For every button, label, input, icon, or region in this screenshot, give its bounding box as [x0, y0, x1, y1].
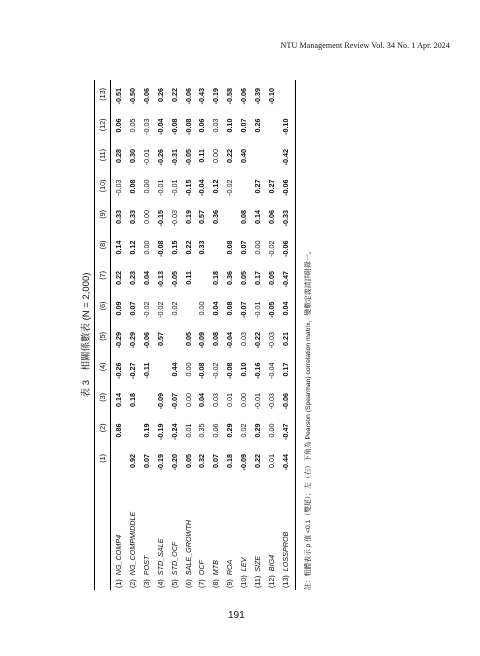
table-cell: -0.02: [266, 240, 276, 257]
table-cell: 0.10: [225, 118, 235, 133]
table-cell: 0.27: [266, 179, 276, 194]
table-cell: -0.29: [114, 332, 123, 349]
table-cell: 0.36: [225, 271, 235, 285]
table-cell: 0.19: [141, 423, 151, 438]
journal-volume: Vol. 34 No. 1 Apr. 2024: [371, 41, 450, 50]
table-cell: 0.00: [183, 362, 193, 377]
table-cell: -0.19: [211, 88, 221, 105]
row-number: (1): [114, 575, 123, 588]
table-cell: -0.06: [280, 393, 290, 410]
table-cell: 0.03: [211, 393, 221, 407]
table-cell: 0.44: [169, 362, 179, 377]
table-cell: -0.03: [266, 393, 276, 410]
table-cell: -0.03: [169, 210, 179, 227]
table-cell: 0.40: [239, 149, 249, 163]
table-cell: 0.32: [197, 454, 207, 468]
table-cell: 0.01: [266, 454, 276, 468]
table-cell: 0.22: [183, 240, 193, 255]
table-cell: -0.11: [141, 362, 151, 379]
table-cell: -0.03: [114, 179, 123, 196]
column-header: (4): [98, 362, 107, 372]
table-cell: -0.04: [266, 362, 276, 379]
column-header: (1): [98, 454, 107, 463]
row-number: (4): [155, 575, 165, 588]
table-cell: -0.06: [141, 88, 151, 105]
table-note: 註：粗體表示 p 值 <0.1（雙尾）；左（右）下角為 Pearson (Spearman) correlation matrix，變數定義請詳附錄一。: [305, 247, 312, 590]
table-cell: 0.00: [266, 423, 276, 438]
table-cell: 0.07: [141, 454, 151, 468]
table-cell: -0.02: [141, 301, 151, 318]
table-cell: 0.07: [239, 118, 249, 133]
table-cell: 0.05: [127, 118, 137, 133]
table-cell: -0.44: [280, 454, 290, 471]
table-cell: -0.29: [127, 332, 137, 349]
column-header: (10): [98, 179, 107, 193]
variable-name: LEV: [239, 557, 249, 572]
row-number: (12): [266, 571, 276, 588]
variable-name: STD_SALE: [155, 538, 165, 576]
table-bottom-rule: [295, 80, 296, 590]
row-label: [267, 555, 276, 588]
table-cell: 0.11: [183, 271, 193, 285]
row-label: [197, 560, 206, 588]
table-cell: 0.04: [141, 271, 151, 285]
table-cell: -0.39: [253, 88, 262, 105]
table-cell: 0.17: [280, 362, 290, 377]
table-cell: -0.15: [183, 179, 193, 196]
variable-name: SALE_GROWTH: [183, 520, 193, 576]
column-header: (6): [98, 301, 107, 311]
table-cell: 0.26: [155, 88, 165, 102]
table-cell: 0.14: [114, 393, 123, 407]
table-cell: 0.05: [266, 271, 276, 285]
table-cell: 0.07: [239, 240, 249, 255]
column-header: (7): [98, 271, 107, 280]
table-cell: 0.00: [239, 393, 249, 407]
table-cell: -0.13: [155, 271, 165, 288]
table-cell: -0.01: [141, 149, 151, 166]
table-cell: 0.29: [225, 423, 235, 438]
table-cell: 0.33: [197, 240, 207, 255]
table-cell: -0.06: [239, 88, 249, 105]
table-cell: 0.23: [127, 271, 137, 285]
table-cell: -0.08: [197, 362, 207, 379]
table-cell: 0.27: [253, 179, 262, 194]
row-label: [156, 538, 165, 588]
table-cell: -0.06: [141, 332, 151, 349]
table-cell: -0.08: [155, 240, 165, 257]
row-label: [225, 560, 234, 588]
row-label: [142, 556, 151, 588]
table-cell: -0.58: [225, 88, 235, 105]
table-cell: 0.57: [197, 210, 207, 224]
variable-name: SIZE: [253, 555, 262, 572]
table-cell: -0.05: [266, 301, 276, 318]
column-header: (3): [98, 393, 107, 402]
correlation-table: [80, 80, 320, 590]
table-cell: -0.16: [253, 362, 262, 379]
row-label: [184, 520, 193, 588]
table-cell: -0.47: [280, 271, 290, 288]
table-cell: 0.36: [211, 210, 221, 224]
row-number: (9): [225, 575, 235, 588]
column-header: (9): [98, 210, 107, 219]
row-label: [239, 558, 248, 588]
table-cell: -0.10: [266, 88, 276, 105]
table-cell: 0.06: [211, 423, 221, 438]
table-cell: -0.01: [253, 393, 262, 410]
table-cell: 0.00: [141, 179, 151, 194]
table-cell: -0.27: [127, 362, 137, 379]
row-label: [253, 556, 262, 588]
table-caption: 表 3 相關係數表 (N = 2,000): [81, 272, 92, 398]
variable-name: STD_OCF: [169, 541, 179, 576]
table-cell: 0.14: [253, 210, 262, 224]
table-cell: -0.09: [239, 454, 249, 471]
table-cell: -0.01: [155, 179, 165, 196]
column-header: (12): [98, 118, 107, 132]
table-cell: 0.03: [211, 118, 221, 133]
table-cell: -0.01: [169, 179, 179, 196]
column-header: (11): [98, 149, 107, 162]
row-number: (2): [127, 575, 137, 588]
row-label: [211, 560, 220, 588]
table-cell: -0.04: [155, 118, 165, 135]
table-cell: -0.50: [127, 88, 137, 105]
row-number: (5): [169, 575, 179, 588]
table-cell: 0.30: [127, 149, 137, 163]
journal-name: NTU Management Review: [280, 41, 370, 50]
row-number: (8): [211, 575, 221, 588]
table-cell: 0.12: [127, 240, 137, 255]
table-cell: -0.19: [155, 454, 165, 471]
table-cell: -0.02: [155, 301, 165, 318]
table-cell: 0.18: [127, 393, 137, 407]
table-cell: -0.08: [225, 362, 235, 379]
column-header: (5): [98, 332, 107, 341]
table-cell: 0.22: [253, 454, 262, 468]
table-top-rule: [94, 80, 95, 590]
table-cell: 0.02: [239, 423, 249, 438]
table-cell: 0.08: [211, 332, 221, 346]
table-cell: -0.02: [225, 179, 235, 196]
table-cell: -0.06: [280, 240, 290, 257]
table-cell: -0.08: [183, 118, 193, 135]
table-cell: -0.15: [155, 210, 165, 227]
row-label: [114, 535, 123, 588]
table-cell: -0.26: [114, 362, 123, 379]
table-cell: 0.08: [127, 179, 137, 194]
variable-name: NG_COMP4: [114, 534, 123, 576]
table-cell: -0.06: [280, 179, 290, 196]
table-cell: 0.06: [114, 118, 123, 133]
table-cell: 0.00: [211, 149, 221, 163]
table-cell: -0.26: [155, 149, 165, 166]
table-cell: 0.00: [197, 301, 207, 316]
row-number: (3): [141, 575, 151, 588]
table-cell: -0.06: [183, 88, 193, 105]
table-cell: 0.09: [114, 301, 123, 316]
table-cell: 0.19: [183, 210, 193, 224]
table-cell: 0.12: [211, 179, 221, 194]
variable-name: MTB: [211, 560, 221, 576]
row-number: (7): [197, 575, 207, 588]
table-cell: 0.00: [141, 240, 151, 255]
table-cell: 0.00: [253, 240, 262, 255]
table-cell: 0.10: [239, 362, 249, 377]
table-cell: 0.07: [211, 454, 221, 468]
table-cell: 0.35: [197, 423, 207, 438]
table-header-rule: [110, 80, 111, 590]
table-cell: -0.04: [225, 332, 235, 349]
table-cell: 0.08: [225, 301, 235, 316]
table-cell: 0.21: [280, 332, 290, 346]
journal-header: [281, 41, 450, 50]
table-cell: 0.07: [127, 301, 137, 316]
table-cell: 0.06: [266, 210, 276, 224]
table-cell: 0.06: [197, 118, 207, 133]
row-label: [128, 512, 137, 588]
row-number: (11): [253, 571, 262, 588]
column-header: (13): [98, 88, 107, 101]
variable-name: NG_COMPMIDDLE: [127, 511, 137, 576]
table-cell: -0.31: [169, 149, 179, 166]
table-cell: 0.05: [239, 271, 249, 285]
table-cell: -0.07: [239, 301, 249, 318]
table-cell: 0.57: [155, 332, 165, 346]
table-cell: -0.05: [183, 149, 193, 166]
table-cell: 0.04: [280, 301, 290, 316]
row-number: (6): [183, 575, 193, 588]
column-header: (8): [98, 240, 107, 250]
table-cell: -0.20: [169, 454, 179, 471]
page-number: 191: [228, 610, 245, 621]
table-cell: -0.03: [141, 118, 151, 135]
table-cell: 0.02: [169, 301, 179, 316]
table-cell: 0.05: [183, 454, 193, 468]
table-cell: 0.22: [225, 149, 235, 163]
table-cell: -0.09: [197, 332, 207, 349]
table-cell: 0.22: [169, 88, 179, 102]
row-number: (10): [239, 571, 249, 588]
table-cell: 0.86: [114, 423, 123, 438]
row-label: [170, 542, 179, 588]
table-cell: -0.24: [169, 423, 179, 440]
variable-name: POST: [141, 555, 151, 576]
table-cell: -0.01: [253, 301, 262, 318]
table-cell: 0.05: [183, 332, 193, 346]
table-cell: 0.18: [225, 454, 235, 468]
table-cell: 0.08: [239, 210, 249, 224]
table-cell: 0.29: [253, 423, 262, 438]
table-cell: -0.02: [211, 362, 221, 379]
table-cell: -0.03: [266, 332, 276, 349]
variable-name: ROA: [225, 559, 235, 576]
row-number: (13): [280, 571, 290, 588]
table-cell: 0.14: [114, 240, 123, 255]
table-cell: -0.51: [114, 88, 123, 105]
table-cell: 0.08: [225, 240, 235, 255]
table-cell: -0.22: [253, 332, 262, 349]
table-cell: 0.11: [197, 149, 207, 163]
table-cell: 0.03: [239, 332, 249, 346]
table-cell: 0.28: [114, 149, 123, 163]
row-label: [281, 532, 290, 588]
table-cell: 0.15: [169, 240, 179, 255]
table-cell: -0.09: [155, 393, 165, 410]
table-cell: 0.33: [114, 210, 123, 224]
table-cell: -0.33: [280, 210, 290, 227]
table-cell: 0.17: [253, 271, 262, 285]
table-cell: 0.92: [127, 454, 137, 468]
table-cell: -0.19: [155, 423, 165, 440]
table-cell: 0.01: [183, 423, 193, 438]
table-cell: 0.04: [211, 301, 221, 316]
table-cell: 0.22: [114, 271, 123, 285]
table-cell: -0.07: [169, 393, 179, 410]
column-header: (2): [98, 423, 107, 433]
table-cell: -0.08: [169, 118, 179, 135]
table-cell: 0.00: [141, 210, 151, 224]
table-cell: -0.05: [169, 271, 179, 288]
variable-name: BIG4: [266, 554, 276, 572]
table-cell: 0.01: [225, 393, 235, 407]
table-cell: -0.04: [197, 179, 207, 196]
table-cell: 0.00: [183, 393, 193, 407]
table-cell: 0.04: [197, 393, 207, 407]
table-cell: 0.18: [211, 271, 221, 285]
table-cell: -0.10: [280, 118, 290, 135]
table-cell: 0.26: [253, 118, 262, 133]
table-cell: -0.43: [197, 88, 207, 105]
table-cell: -0.42: [280, 149, 290, 166]
table-cell: -0.47: [280, 423, 290, 440]
variable-name: LOSSPROB: [280, 531, 290, 572]
variable-name: OCF: [197, 560, 207, 576]
table-cell: 0.33: [127, 210, 137, 224]
